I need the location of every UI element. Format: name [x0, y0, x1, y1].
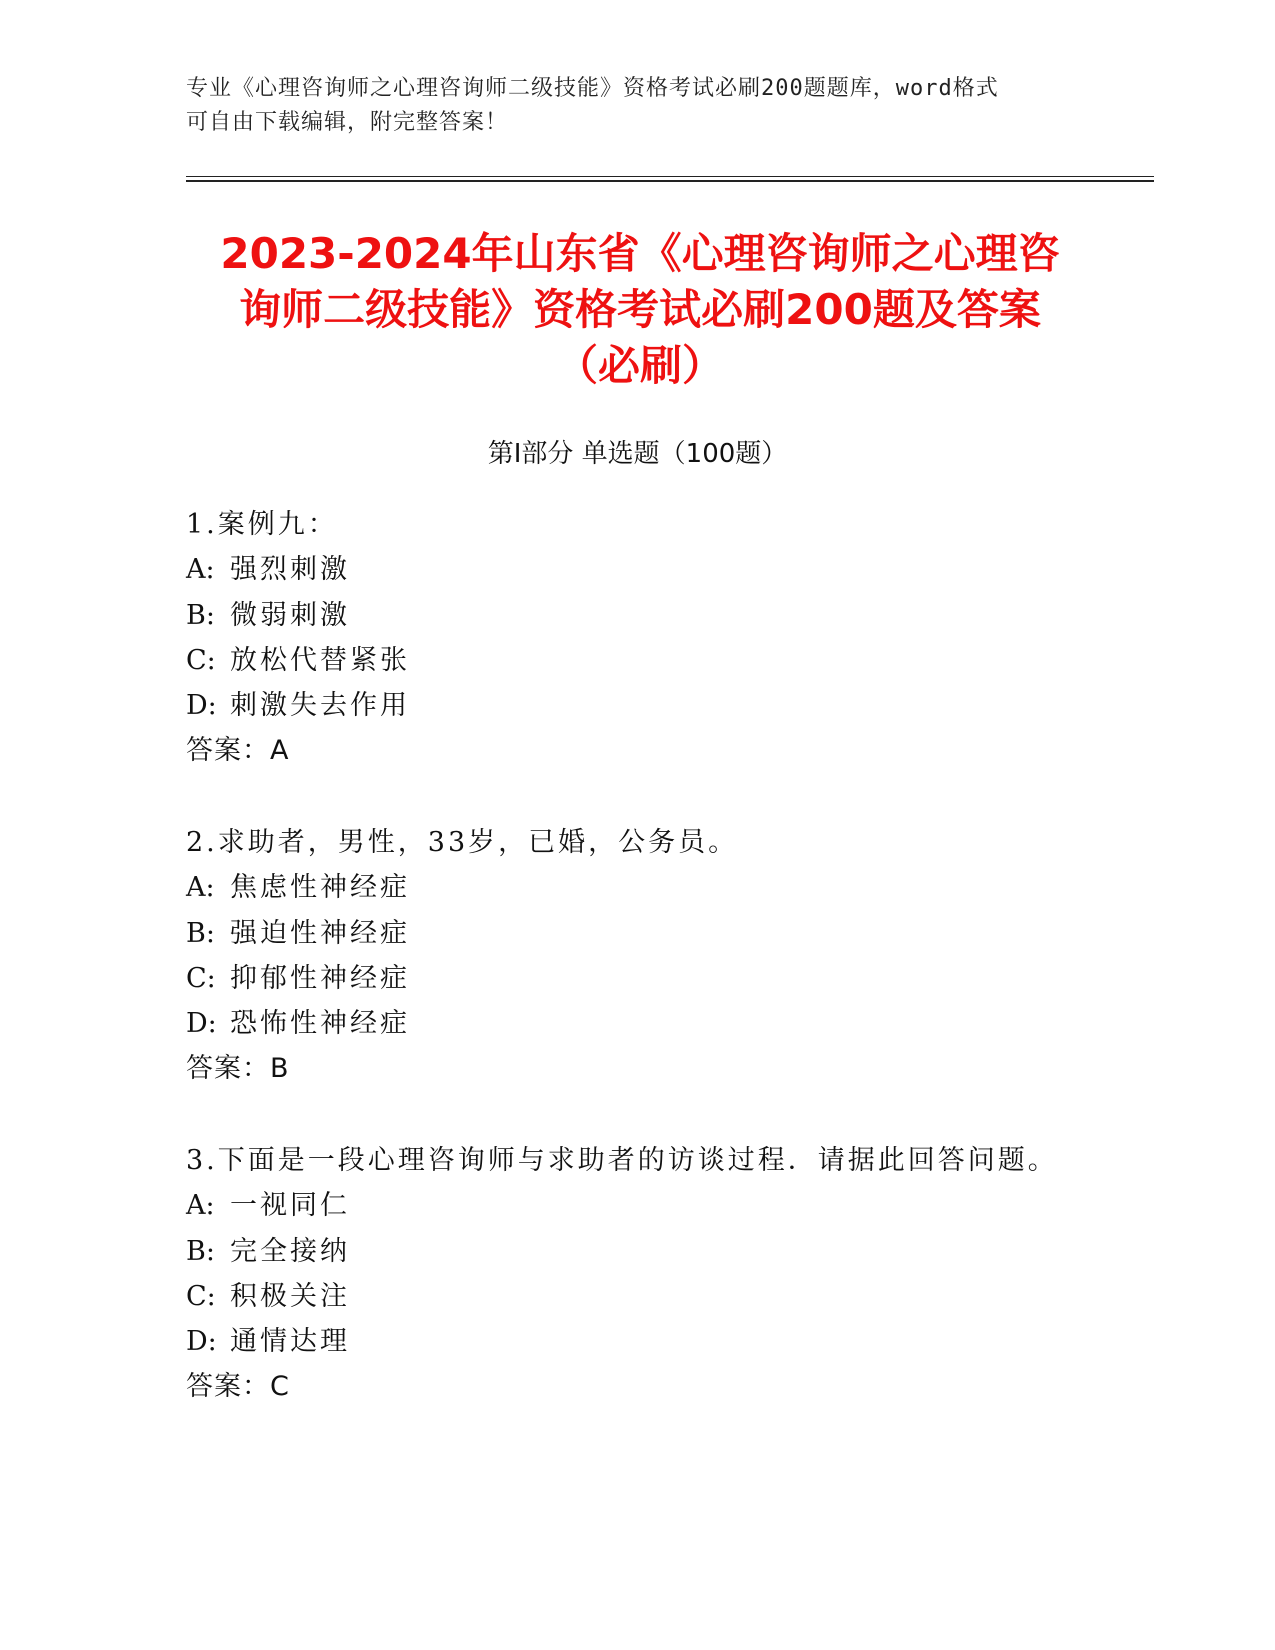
title-line-3: （必刷） — [555, 341, 724, 390]
title-line-2: 询师二级技能》资格考试必刷200题及答案 — [239, 285, 1041, 334]
option-c — [186, 956, 1086, 1001]
answer-label: 答案：A — [186, 735, 290, 767]
option-text: 恐怖性神经症 — [230, 1008, 410, 1040]
option-key: D: — [186, 1326, 217, 1358]
option-key: C: — [186, 644, 216, 676]
option-b — [186, 911, 1086, 956]
option-key: B: — [186, 599, 215, 631]
option-key: D: — [186, 1008, 217, 1040]
question-1 — [186, 502, 1086, 774]
option-d — [186, 1319, 1086, 1364]
section-heading: 第Ⅰ部分 单选题（100题） — [487, 439, 788, 469]
option-d — [186, 1001, 1086, 1046]
option-text: 通情达理 — [230, 1326, 350, 1358]
option-b — [186, 593, 1086, 638]
document-title — [160, 226, 1120, 394]
header-rule-thick — [186, 180, 1154, 182]
option-key: A: — [186, 554, 215, 586]
option-key: B: — [186, 917, 215, 949]
question-2 — [186, 820, 1086, 1092]
option-key: A: — [186, 872, 215, 904]
question-3 — [186, 1138, 1086, 1410]
option-text: 积极关注 — [230, 1280, 350, 1312]
option-text: 一视同仁 — [230, 1190, 350, 1222]
option-c — [186, 638, 1086, 683]
option-c — [186, 1274, 1086, 1319]
option-text: 放松代替紧张 — [230, 644, 410, 676]
option-key: B: — [186, 1235, 215, 1267]
option-a — [186, 865, 1086, 910]
option-key: D: — [186, 690, 217, 722]
header-note-line-1: 专业《心理咨询师之心理咨询师二级技能》资格考试必刷200题题库，word格式 — [186, 76, 999, 101]
option-b — [186, 1229, 1086, 1274]
option-text: 强迫性神经症 — [230, 917, 410, 949]
title-line-1: 2023-2024年山东省《心理咨询师之心理咨 — [220, 229, 1060, 278]
option-a — [186, 547, 1086, 592]
header-rule-thin — [186, 176, 1154, 177]
answer-label: 答案：B — [186, 1053, 290, 1085]
option-key: C: — [186, 962, 216, 994]
question-stem: 2.求助者，男性，33岁，已婚，公务员。 — [186, 827, 739, 858]
option-text: 焦虑性神经症 — [230, 872, 410, 904]
option-text: 完全接纳 — [230, 1235, 350, 1267]
option-a — [186, 1183, 1086, 1228]
header-note-line-2: 可自由下载编辑，附完整答案！ — [186, 110, 509, 135]
question-stem: 3.下面是一段心理咨询师与求助者的访谈过程．请据此回答问题。 — [186, 1145, 1058, 1176]
option-text: 微弱刺激 — [230, 599, 350, 631]
header-note — [186, 72, 1086, 140]
option-text: 刺激失去作用 — [230, 690, 410, 722]
option-key: C: — [186, 1280, 216, 1312]
question-stem: 1.案例九： — [186, 509, 338, 540]
answer-label: 答案：C — [186, 1371, 290, 1403]
option-text: 抑郁性神经症 — [230, 962, 410, 994]
option-key: A: — [186, 1190, 215, 1222]
option-text: 强烈刺激 — [230, 554, 350, 586]
option-d — [186, 683, 1086, 728]
